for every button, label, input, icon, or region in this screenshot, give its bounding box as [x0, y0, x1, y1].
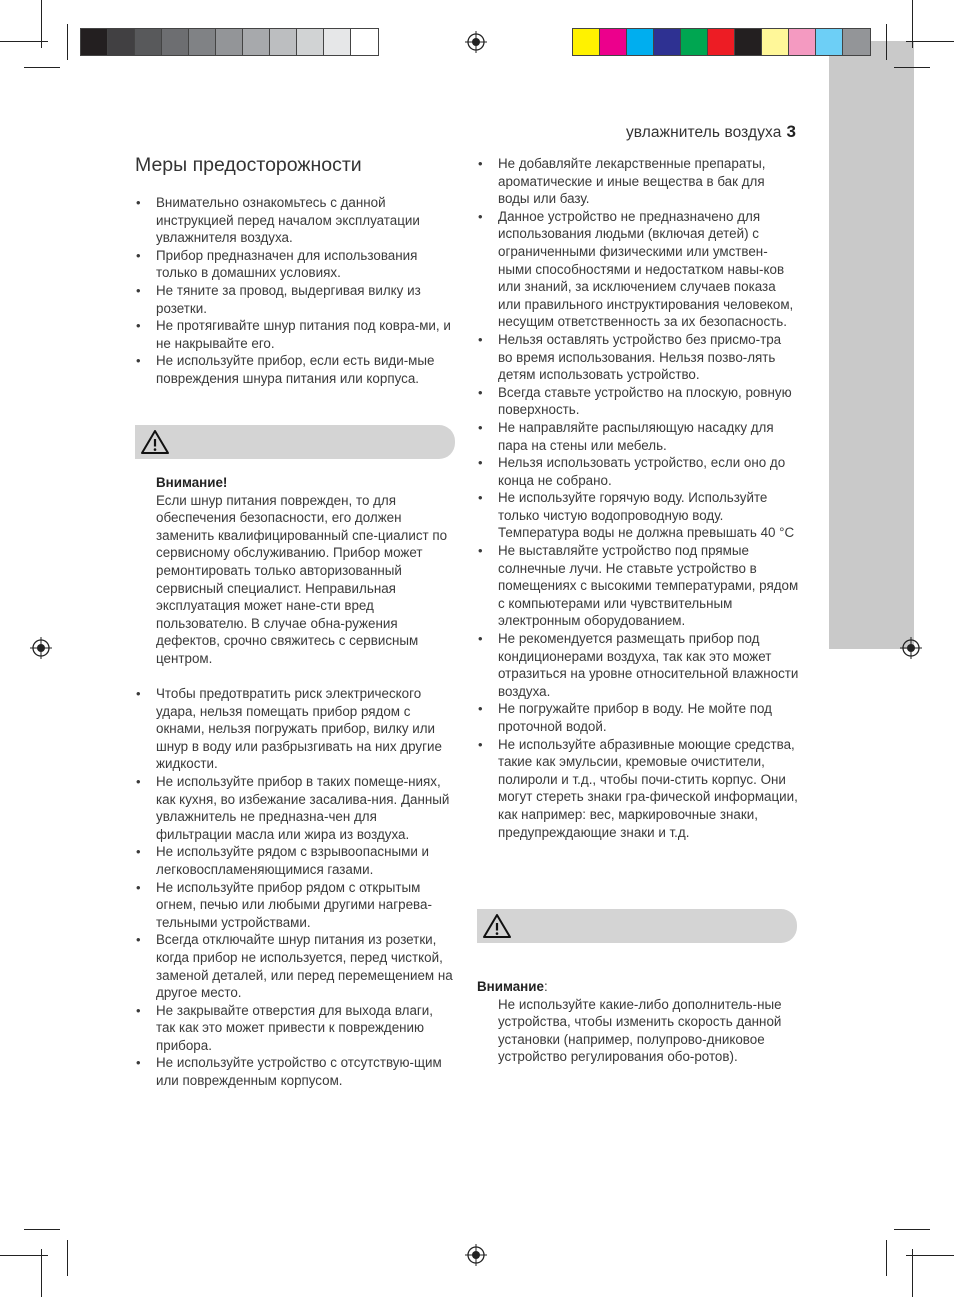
color-swatch: [654, 29, 681, 55]
color-swatch: [324, 29, 351, 55]
precautions-list-left-top: [135, 194, 455, 388]
list-item: • Не рекомендуется размещать прибор под кондиционерами воздуха, так как это может отразиться на уровне относительной влажности воздуха.: [477, 630, 799, 700]
color-swatch: [297, 29, 324, 55]
list-item: • Не используйте прибор, если есть види-мые повреждения шнура питания или корпуса.: [135, 352, 455, 387]
warning-triangle-icon: [139, 428, 171, 456]
color-swatch: [135, 29, 162, 55]
warning-title-colon: :: [543, 979, 548, 994]
warning-body: Не используйте какие-либо дополнитель-ные устройства, чтобы изменить скорость данной установки (например, полупрово-дниковое устройство регулирования обо-ротов).: [498, 996, 782, 1065]
registration-mark-icon: [465, 1244, 487, 1266]
color-swatch: [708, 29, 735, 55]
list-item: • Не используйте горячую воду. Используйте только чистую водопроводную воду. Температура воды не должна превышать 40 °C: [477, 489, 799, 542]
warning-title: Внимание!: [156, 475, 228, 490]
section-title: Меры предосторожности: [135, 154, 362, 176]
list-item: • Нельзя использовать устройство, если оно до конца не собрано.: [477, 454, 799, 489]
page-edge-tab: [829, 41, 914, 649]
list-item: • Не используйте устройство с отсутствую-щим или поврежденным корпусом.: [135, 1054, 455, 1089]
color-swatch: [627, 29, 654, 55]
list-item: • Не используйте прибор рядом с открытым огнем, печью или любыми другими нагрева-тельными устройствами.: [135, 879, 455, 932]
precautions-list-right: [477, 155, 799, 841]
warning-triangle-icon: [481, 912, 513, 940]
color-calibration-bar: [572, 28, 871, 56]
color-swatch: [735, 29, 762, 55]
list-item: • Чтобы предотвратить риск электрического удара, нельзя помещать прибор рядом с окнами, нельзя погружать прибор, вилку или шнур в воду или разбрызгивать на них другие жидкости.: [135, 685, 455, 773]
color-swatch: [843, 29, 870, 55]
color-swatch: [762, 29, 789, 55]
color-swatch: [243, 29, 270, 55]
warning-note: [156, 474, 456, 668]
list-item: • Не выставляйте устройство под прямые солнечные лучи. Не ставьте устройство в помещениях с высокими температурами, рядом с компьютерами или чувствительным электронным оборудованием.: [477, 542, 799, 630]
list-item: • Всегда ставьте устройство на плоскую, ровную поверхность.: [477, 384, 799, 419]
grayscale-calibration-bar: [80, 28, 379, 56]
color-swatch: [351, 29, 378, 55]
running-header: [626, 122, 796, 142]
precautions-list-left-bottom: [135, 685, 455, 1090]
list-item: • Внимательно ознакомьтесь с данной инструкцией перед началом эксплуатации увлажнителя воздуха.: [135, 194, 455, 247]
list-item: • Не погружайте прибор в воду. Не мойте под проточной водой.: [477, 700, 799, 735]
list-item: • Прибор предназначен для использования только в домашних условиях.: [135, 247, 455, 282]
color-swatch: [600, 29, 627, 55]
page-number: 3: [786, 122, 796, 141]
registration-mark-icon: [900, 637, 922, 659]
list-item: • Не закрывайте отверстия для выхода влаги, так как это может привести к повреждению прибора.: [135, 1002, 455, 1055]
list-item: • Не используйте абразивные моющие средства, такие как эмульсии, кремовые очистители, полироли и т.д., чтобы почи-стить корпус. Они могут стереть знаки гра-фической информации, как например: вес, маркировочные знаки, предупреждающие знаки и т.д.: [477, 736, 799, 842]
color-swatch: [816, 29, 843, 55]
registration-mark-icon: [30, 637, 52, 659]
color-swatch: [681, 29, 708, 55]
list-item: • Не направляйте распыляющую насадку для пара на стены или мебель.: [477, 419, 799, 454]
running-header-title: увлажнитель воздуха: [625, 124, 782, 141]
list-item: • Не используйте рядом с взрывоопасными и легковоспламеняющимися газами.: [135, 843, 455, 878]
list-item: • Нельзя оставлять устройство без присмо-тра во время использования. Нельзя позво-лять детям использовать устройство.: [477, 331, 799, 384]
color-swatch: [573, 29, 600, 55]
warning-title: Внимание: [477, 979, 544, 994]
color-swatch: [216, 29, 243, 55]
color-swatch: [189, 29, 216, 55]
list-item: • Всегда отключайте шнур питания из розетки, когда прибор не используется, перед чисткой, заменой деталей, или перед перемещением на другое место.: [135, 931, 455, 1001]
list-item: • Не протягивайте шнур питания под ковра-ми, и не накрывайте его.: [135, 317, 455, 352]
warning-banner: [477, 909, 797, 943]
list-item: • Не используйте прибор в таких помеще-ниях, как кухня, во избежание засалива-ния. Данный увлажнитель не предназна-чен для фильтрации масла или жира из воздуха.: [135, 773, 455, 843]
color-swatch: [270, 29, 297, 55]
color-swatch: [789, 29, 816, 55]
list-item: • Не тяните за провод, выдергивая вилку из розетки.: [135, 282, 455, 317]
color-swatch: [81, 29, 108, 55]
list-item: • Данное устройство не предназначено для использования людьми (включая детей) с ограниченными физическими или умствен-ными способностями и недостатком навы-ков или знаний, за исключением случаев показа или правильного инструктирования человеком, несущим ответственность за их безопасность.: [477, 208, 799, 331]
color-swatch: [162, 29, 189, 55]
warning-banner: [135, 425, 455, 459]
list-item: • Не добавляйте лекарственные препараты, ароматические и иные вещества в бак для воды или базу.: [477, 155, 799, 208]
color-swatch: [108, 29, 135, 55]
registration-mark-icon: [465, 31, 487, 53]
warning-body: Если шнур питания поврежден, то для обеспечения безопасности, его должен заменить квалифицированный спе-циалист по сервисному обслуживанию. Прибор может ремонтировать только авторизованный сервисный специалист. Неправильная эксплуатация может нане-сти вред пользователю. В случае обна-ружения дефектов, срочно свяжитесь с сервисным центром.: [156, 492, 448, 666]
warning-note: [477, 978, 799, 1066]
